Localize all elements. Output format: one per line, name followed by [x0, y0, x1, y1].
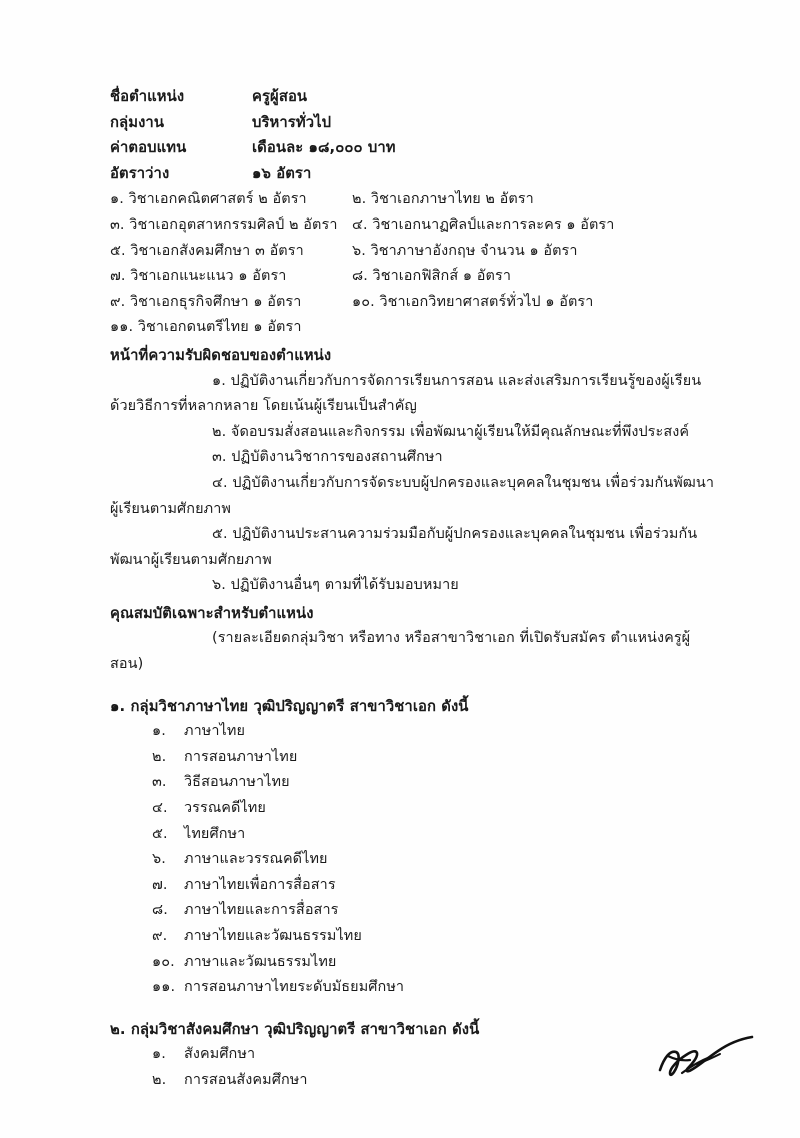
list-item-label: การสอนสังคมศึกษา	[184, 1071, 308, 1088]
table-row	[110, 187, 716, 213]
list-item-number: ๔.	[152, 800, 168, 817]
list-item	[110, 822, 716, 848]
list-item-number: ๙.	[152, 928, 168, 944]
document-body	[110, 84, 716, 1094]
list-item	[110, 847, 716, 873]
list-item-label: สังคมศึกษา	[184, 1046, 256, 1063]
list-item-number: ๓.	[152, 774, 167, 791]
list-item	[110, 898, 716, 924]
list-item-label: ภาษาไทยเพื่อการสื่อสาร	[184, 876, 336, 893]
list-item-number: ๒.	[152, 1071, 167, 1088]
vacancy-item: ๑. วิชาเอกคณิตศาสตร์ ๒ อัตรา	[110, 191, 307, 208]
list-item-number: ๑.	[152, 723, 166, 740]
vacancy-item: ๗. วิชาเอกแนะแนว ๑ อัตรา	[110, 268, 287, 285]
list-item-label: การสอนภาษาไทย	[184, 748, 298, 765]
signature-mark	[652, 1026, 762, 1096]
list-item-label: ภาษาไทยและการสื่อสาร	[184, 902, 339, 919]
vacancy-item: ๑๐. วิชาเอกวิทยาศาสตร์ทั่วไป ๑ อัตรา	[352, 293, 594, 310]
table-row	[110, 239, 716, 265]
work-group-value: บริหารทั่วไป	[252, 113, 332, 131]
duty-item: ๖. ปฏิบัติงานอื่นๆ ตามที่ได้รับมอบหมาย	[212, 577, 459, 594]
position-name-label: ชื่อตำแหน่ง	[110, 88, 185, 105]
header-field-row	[110, 161, 716, 187]
list-item	[110, 796, 716, 822]
header-field-row	[110, 84, 716, 110]
list-item	[110, 1068, 716, 1094]
header-fields	[110, 84, 716, 186]
list-item-number: ๒.	[152, 748, 167, 765]
qualifications-heading: คุณสมบัติเฉพาะสำหรับตำแหน่ง	[110, 604, 314, 622]
group-heading-social-studies: ๒. กลุ่มวิชาสังคมศึกษา วุฒิปริญญาตรี สาขาวิชาเอก ดังนี้	[110, 1020, 480, 1038]
duty-item: ๒. จัดอบรมสั่งสอนและกิจกรรม เพื่อพัฒนาผู้เรียนให้มีคุณลักษณะที่พึงประสงค์	[212, 423, 690, 440]
compensation-label: ค่าตอบแทน	[110, 139, 187, 157]
position-name-value: ครูผู้สอน	[252, 88, 308, 105]
vacancy-list	[110, 187, 716, 341]
duty-item: ๑. ปฏิบัติงานเกี่ยวกับการจัดการเรียนการสอน และส่งเสริมการเรียนรู้ของผู้เรียน ด้วยวิธีการที่หลากหลาย โดยเน้นผู้เรียนเป็นสำคัญ	[110, 372, 702, 415]
vacancy-count-label: อัตราว่าง	[110, 164, 170, 182]
vacancy-item: ๔. วิชาเอกนาฏศิลป์และการละคร ๑ อัตรา	[352, 216, 615, 233]
list-item-number: ๑๐.	[152, 953, 175, 970]
group-heading-thai: ๑. กลุ่มวิชาภาษาไทย วุฒิปริญญาตรี สาขาวิชาเอก ดังนี้	[110, 697, 469, 715]
list-item-label: ภาษาและวรรณคดีไทย	[184, 851, 328, 868]
vacancy-item: ๒. วิชาเอกภาษาไทย ๒ อัตรา	[352, 191, 534, 208]
vacancy-item: ๙. วิชาเอกธุรกิจศึกษา ๑ อัตรา	[110, 293, 302, 310]
group-social-studies-list	[110, 1042, 716, 1093]
list-item	[110, 975, 716, 1001]
list-item-number: ๘.	[152, 902, 168, 919]
list-item-label: การสอนภาษาไทยระดับมัธยมศึกษา	[184, 979, 405, 996]
compensation-value: เดือนละ ๑๘,๐๐๐ บาท	[252, 139, 396, 157]
list-item-number: ๕.	[152, 825, 168, 842]
duty-item: ๕. ปฏิบัติงานประสานความร่วมมือกับผู้ปกครองและบุคคลในชุมชน เพื่อร่วมกันพัฒนาผู้เรียนตามศักยภาพ	[110, 526, 698, 568]
list-item-number: ๗.	[152, 876, 168, 893]
table-row	[110, 264, 716, 290]
vacancy-item	[352, 315, 716, 341]
vacancy-item: ๕. วิชาเอกสังคมศึกษา ๓ อัตรา	[110, 242, 304, 259]
list-item	[110, 770, 716, 796]
list-item-label: ภาษาไทยและวัฒนธรรมไทย	[184, 928, 362, 944]
vacancy-item: ๓. วิชาเอกอุตสาหกรรมศิลป์ ๒ อัตรา	[110, 216, 338, 233]
list-item-number: ๖.	[152, 851, 166, 868]
vacancy-item: ๖. วิชาภาษาอังกฤษ จำนวน ๑ อัตรา	[352, 242, 578, 259]
duties-heading: หน้าที่ความรับผิดชอบของตำแหน่ง	[110, 346, 332, 364]
header-field-row	[110, 135, 716, 161]
header-field-row	[110, 110, 716, 136]
duty-item: ๓. ปฏิบัติงานวิชาการของสถานศึกษา	[212, 449, 443, 466]
list-item	[110, 924, 716, 950]
qualifications-note: (รายละเอียดกลุ่มวิชา หรือทาง หรือสาขาวิชาเอก ที่เปิดรับสมัคร ตำแหน่งครูผู้สอน)	[110, 630, 691, 673]
list-item-number: ๑.	[152, 1046, 166, 1063]
table-row	[110, 290, 716, 316]
duty-item: ๔. ปฏิบัติงานเกี่ยวกับการจัดระบบผู้ปกครองและบุคคลในชุมชน เพื่อร่วมกันพัฒนาผู้เรียนตามศักยภาพ	[110, 474, 715, 517]
table-row	[110, 213, 716, 239]
work-group-label: กลุ่มงาน	[110, 113, 165, 131]
list-item	[110, 1042, 716, 1068]
list-item-label: ภาษาไทย	[184, 723, 245, 740]
list-item-number: ๑๑.	[152, 979, 176, 996]
list-item	[110, 719, 716, 745]
vacancy-item: ๑๑. วิชาเอกดนตรีไทย ๑ อัตรา	[110, 319, 302, 336]
list-item	[110, 745, 716, 771]
vacancy-count-value: ๑๖ อัตรา	[252, 164, 312, 182]
list-item-label: ไทยศึกษา	[184, 825, 246, 842]
list-item-label: วรรณคดีไทย	[184, 800, 266, 817]
group-thai-list	[110, 719, 716, 1001]
list-item-label: ภาษาและวัฒนธรรมไทย	[184, 953, 337, 970]
vacancy-item: ๘. วิชาเอกฟิสิกส์ ๑ อัตรา	[352, 268, 512, 285]
list-item	[110, 873, 716, 899]
table-row	[110, 315, 716, 341]
duties-list	[110, 369, 716, 599]
list-item	[110, 950, 716, 976]
list-item-label: วิธีสอนภาษาไทย	[184, 774, 290, 791]
